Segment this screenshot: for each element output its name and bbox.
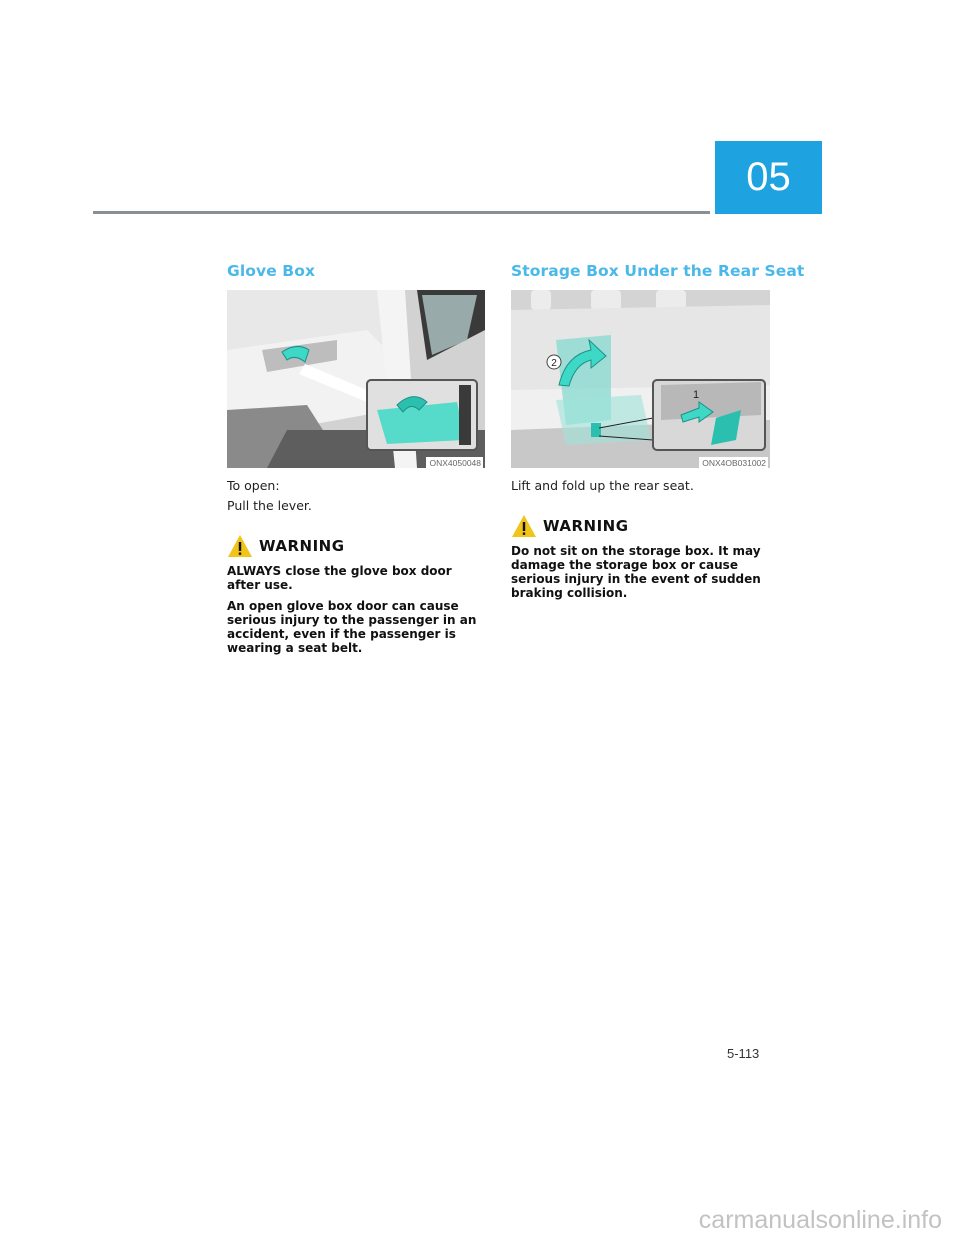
warning-label: WARNING bbox=[543, 517, 629, 535]
storage-box-title: Storage Box Under the Rear Seat bbox=[511, 262, 805, 280]
instruction-text: Lift and fold up the rear seat. bbox=[511, 478, 694, 493]
glove-box-title: Glove Box bbox=[227, 262, 316, 280]
callout-number: 2 bbox=[551, 358, 557, 369]
glove-box-section bbox=[227, 262, 485, 655]
watermark: carmanualsonline.info bbox=[698, 1206, 942, 1234]
warning-text: Do not sit on the storage box. It may damage the storage box or cause serious injury in the event of sudden braking collision. bbox=[511, 544, 761, 600]
figure-code: ONX4OB031002 bbox=[699, 457, 768, 468]
warning-heading bbox=[227, 534, 485, 558]
instruction-text: To open: bbox=[227, 478, 280, 493]
warning-triangle-icon bbox=[511, 514, 537, 538]
storage-box-section bbox=[511, 262, 805, 600]
chapter-tab: 05 bbox=[715, 141, 822, 214]
instruction-text: Pull the lever. bbox=[227, 498, 312, 513]
warning-text: ALWAYS close the glove box door after use. bbox=[227, 564, 452, 592]
glove-box-illustration bbox=[227, 290, 485, 468]
callout-number: 1 bbox=[693, 389, 700, 401]
header-divider bbox=[93, 211, 710, 214]
page-number: 5-113 bbox=[727, 1046, 760, 1061]
warning-triangle-icon bbox=[227, 534, 253, 558]
warning-label: WARNING bbox=[259, 537, 345, 555]
figure-code: ONX4050048 bbox=[426, 457, 483, 468]
warning-heading bbox=[511, 514, 770, 538]
storage-box-illustration bbox=[511, 290, 770, 468]
warning-text: An open glove box door can cause serious injury to the passenger in an accident, even if the passenger is wearing a seat belt. bbox=[227, 599, 477, 655]
